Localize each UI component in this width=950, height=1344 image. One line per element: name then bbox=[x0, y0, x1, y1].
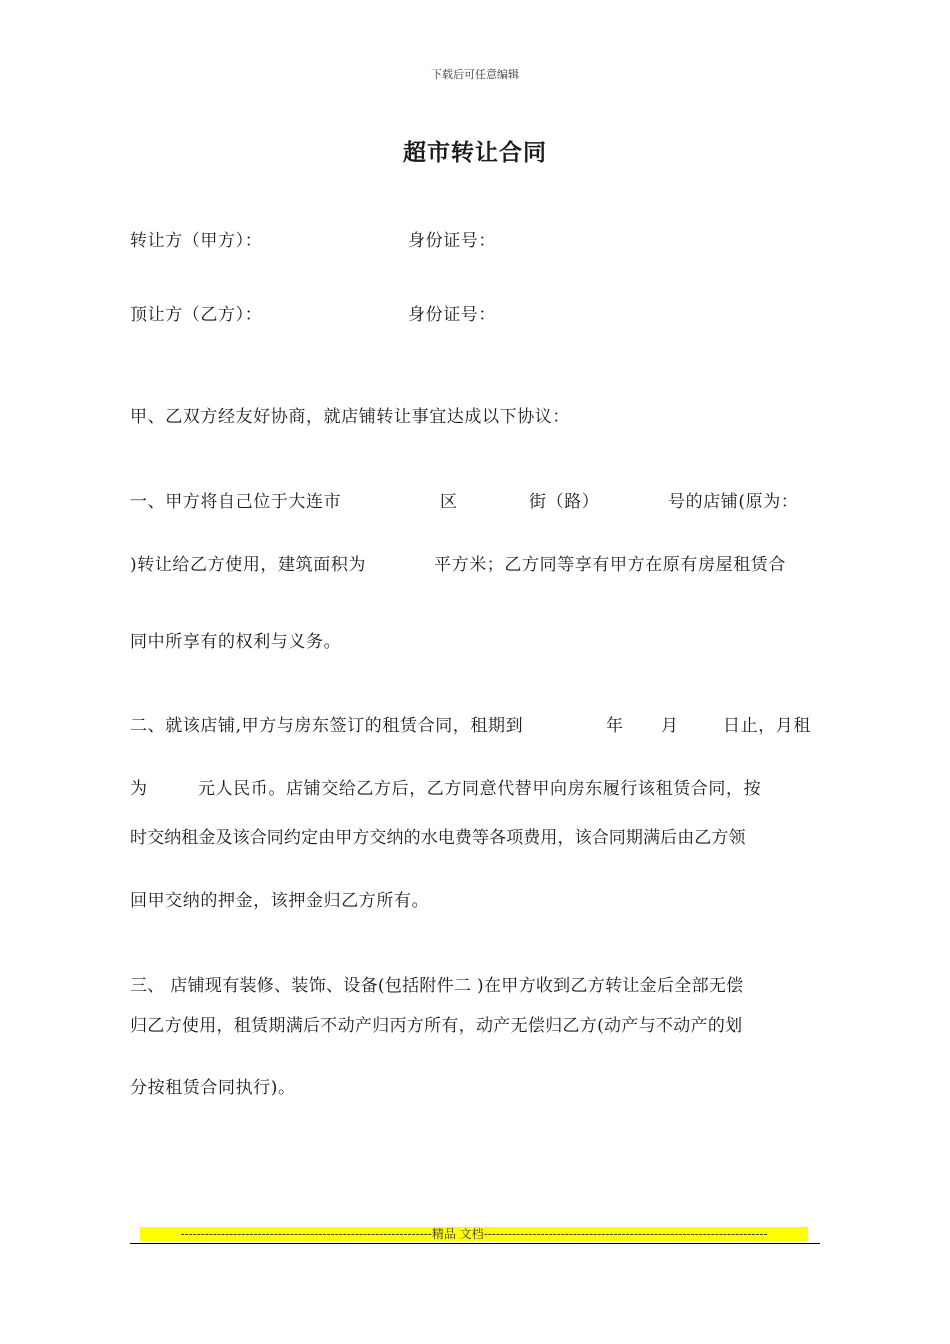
clause1-district: 区 bbox=[440, 492, 458, 512]
clause3-line3 bbox=[130, 1073, 820, 1099]
header-note: 下载后可任意编辑 bbox=[431, 68, 519, 81]
transferor-id-label: 身份证号： bbox=[408, 231, 496, 251]
clause2-day: 日止，月租 bbox=[723, 716, 811, 736]
clause3-line2 bbox=[130, 1011, 820, 1037]
clause2-text: 回甲交纳的押金，该押金归乙方所有。 bbox=[130, 891, 430, 911]
clause1-text: )转让给乙方使用，建筑面积为 bbox=[130, 555, 367, 575]
clause1-line1 bbox=[130, 487, 820, 513]
footer-dashes-left: -------------------------------------------------------------- bbox=[180, 1227, 432, 1241]
transferee-label: 顶让方（乙方）： bbox=[130, 305, 263, 325]
footer-highlight-bar bbox=[140, 1227, 808, 1241]
clause1-line2 bbox=[130, 550, 820, 576]
clause2-line1 bbox=[130, 711, 820, 737]
clause2-year: 年 bbox=[606, 716, 624, 736]
clause2-month: 月 bbox=[661, 716, 679, 736]
clause1-text: 同中所享有的权利与义务。 bbox=[130, 632, 342, 652]
clause3-text: 三、 店铺现有装修、装饰、设备(包括附件二 )在甲方收到乙方转让金后全部无偿 bbox=[130, 976, 744, 996]
clause2-line3 bbox=[130, 823, 820, 849]
clause3-line1 bbox=[130, 971, 820, 997]
clause1-street: 街（路） bbox=[529, 492, 600, 512]
transferee-row bbox=[130, 300, 820, 326]
clause2-line4 bbox=[130, 886, 820, 912]
clause2-text: 二、就该店铺,甲方与房东签订的租赁合同，租期到 bbox=[130, 716, 524, 736]
footer-rule bbox=[130, 1243, 820, 1244]
transferor-label: 转让方（甲方）： bbox=[130, 231, 263, 251]
clause3-text: 分按租赁合同执行)。 bbox=[130, 1078, 296, 1098]
clause2-text: 时交纳租金及该合同约定由甲方交纳的水电费等各项费用，该合同期满后由乙方领 bbox=[130, 828, 746, 848]
clause1-line3 bbox=[130, 627, 820, 653]
intro-text: 甲、乙双方经友好协商，就店铺转让事宜达成以下协议： bbox=[130, 407, 570, 427]
clause2-line2 bbox=[130, 774, 820, 800]
clause1-number: 号的店铺(原为： bbox=[668, 492, 799, 512]
footer-label: 精品 文档 bbox=[431, 1227, 484, 1241]
clause2-text: 为 bbox=[130, 779, 148, 799]
clause3-text: 归乙方使用，租赁期满后不动产归丙方所有，动产无偿归乙方(动产与不动产的划 bbox=[130, 1016, 743, 1036]
clause1-text: 一、甲方将自己位于大连市 bbox=[130, 492, 342, 512]
document-title: 超市转让合同 bbox=[403, 139, 547, 166]
clause1-text: 平方米；乙方同等享有甲方在原有房屋租赁合 bbox=[434, 555, 786, 575]
transferee-id-label: 身份证号： bbox=[408, 305, 496, 325]
clause2-text: 元人民币。店铺交给乙方后，乙方同意代替甲向房东履行该租赁合同，按 bbox=[198, 779, 762, 799]
transferor-row bbox=[130, 226, 820, 252]
intro-paragraph bbox=[130, 402, 820, 428]
footer-dashes-right: ---------------------------------------------------------------------- bbox=[483, 1227, 768, 1241]
